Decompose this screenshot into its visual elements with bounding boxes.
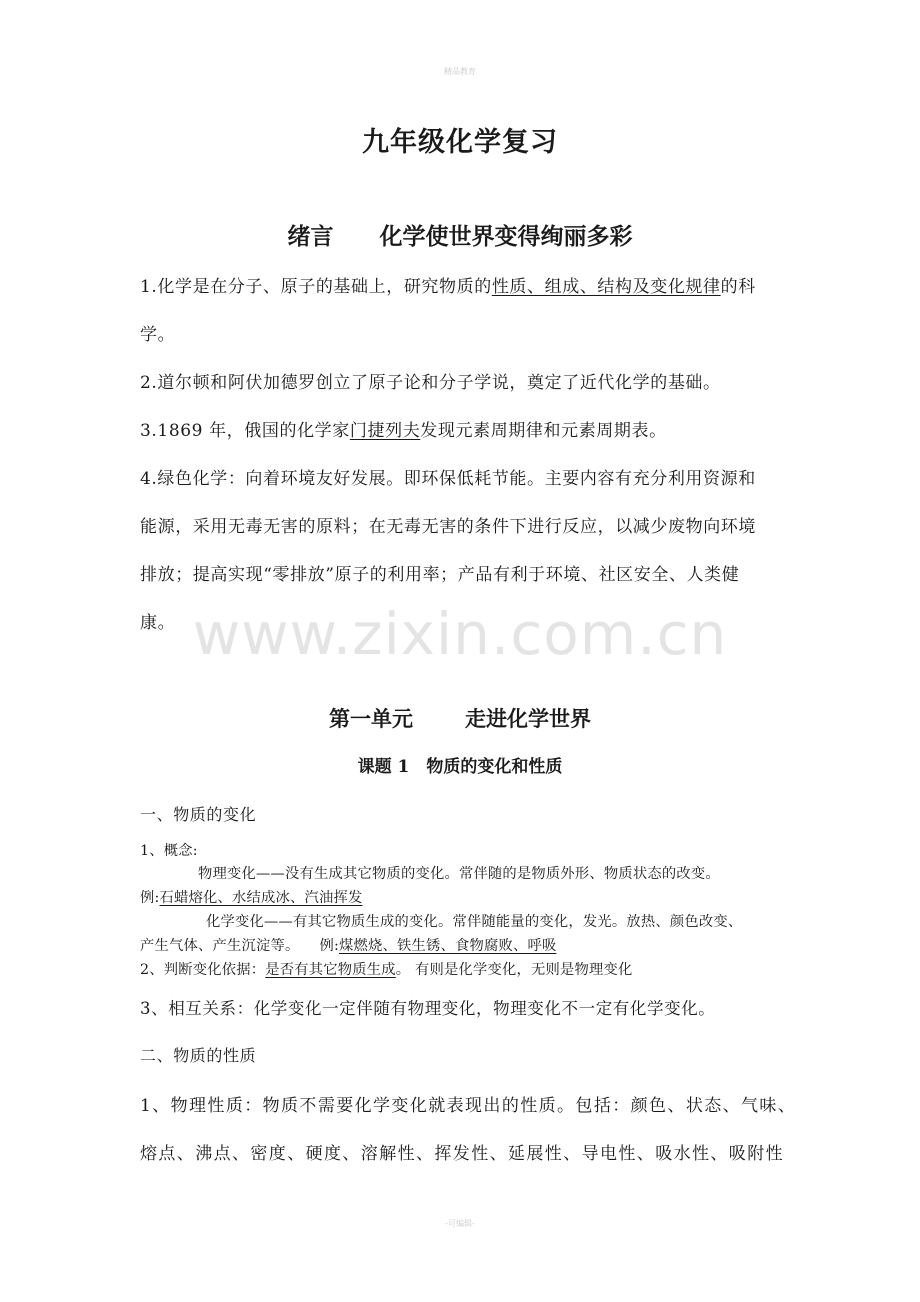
- judge-basis: [140, 959, 632, 979]
- intro-p1-text: 1.化学是在分子、原子的基础上，研究物质的: [140, 277, 492, 297]
- judge-tail: 。 有则是化学变化，无则是物理变化: [395, 962, 633, 978]
- header-mark: 精品教育: [444, 67, 476, 76]
- physical-property-line-2: 熔点、沸点、密度、硬度、溶解性、挥发性、延展性、导电性、吸水性、吸附性: [140, 1144, 784, 1164]
- page-title: 九年级化学复习: [362, 127, 558, 158]
- intro-p1-tail: 的科: [720, 277, 756, 297]
- intro-paragraph-4-line-2: 能源，采用无毒无害的原料；在无毒无害的条件下进行反应，以减少废物向环境: [140, 517, 756, 537]
- intro-heading: [0, 218, 920, 251]
- chemical-cont: 产生气体、产生沉淀等。: [140, 938, 300, 954]
- judge-underlined: 是否有其它物质生成: [265, 962, 396, 978]
- unit-heading-right: 走进化学世界: [465, 706, 591, 731]
- unit-heading: [0, 703, 920, 733]
- intro-heading-right: 化学使世界变得绚丽多彩: [379, 223, 633, 250]
- watermark-text: www.zixin.com.cn: [192, 600, 728, 668]
- topic-heading: 课题 1 物质的变化和性质: [357, 757, 563, 777]
- physical-property-line-1: 1、物理性质：物质不需要化学变化就表现出的性质。包括：颜色、状态、气味、: [140, 1096, 797, 1116]
- unit-heading-left: 第一单元: [329, 706, 413, 731]
- footer-mark: -可编辑-: [445, 1219, 475, 1228]
- intro-heading-left: 绪言: [287, 223, 334, 250]
- physical-example-prefix: 例:: [140, 890, 160, 906]
- intro-p3-text: 3.1869 年，俄国的化学家: [140, 421, 350, 441]
- relation-text: 3、相互关系：化学变化一定伴随有物理变化，物理变化不一定有化学变化。: [140, 999, 716, 1018]
- intro-p3-underlined: 门捷列夫: [349, 421, 421, 441]
- chemical-example-underlined: 煤燃烧、铁生锈、食物腐败、呼吸: [338, 938, 557, 954]
- physical-change-example: [140, 887, 362, 907]
- intro-p3-tail: 发现元素周期律和元素周期表。: [420, 421, 667, 441]
- intro-p1-underlined: 性质、组成、结构及变化规律: [491, 277, 721, 297]
- judge-text: 2、判断变化依据：: [140, 962, 266, 978]
- intro-paragraph-4-line-4: 康。: [140, 613, 176, 633]
- intro-paragraph-4-line-1: 4.绿色化学：向着环境友好发展。即环保低耗节能。主要内容有充分利用资源和: [140, 469, 756, 489]
- intro-paragraph-1: [140, 272, 756, 297]
- chemical-example-prefix: 例:: [319, 938, 339, 954]
- physical-change-def: 物理变化——没有生成其它物质的变化。常伴随的是物质外形、物质状态的改变。: [198, 866, 720, 882]
- chemical-change-def: 化学变化——有其它物质生成的变化。常伴随能量的变化，发光。放热、颜色改变、: [206, 914, 743, 930]
- intro-paragraph-2: 2.道尔顿和阿伏加德罗创立了原子论和分子学说，奠定了近代化学的基础。: [140, 373, 721, 393]
- intro-paragraph-3: [140, 416, 667, 441]
- physical-example-underlined: 石蜡熔化、水结成冰、汽油挥发: [159, 890, 363, 906]
- section-2-heading: 二、物质的性质: [140, 1046, 257, 1065]
- intro-paragraph-1-cont: 学。: [140, 325, 176, 345]
- section-1-heading: 一、物质的变化: [140, 805, 257, 824]
- concept-label: 1、概念:: [140, 843, 198, 859]
- intro-paragraph-4-line-3: 排放；提高实现“零排放”原子的利用率；产品有利于环境、社区安全、人类健: [140, 565, 740, 585]
- chemical-change-example: [140, 935, 556, 955]
